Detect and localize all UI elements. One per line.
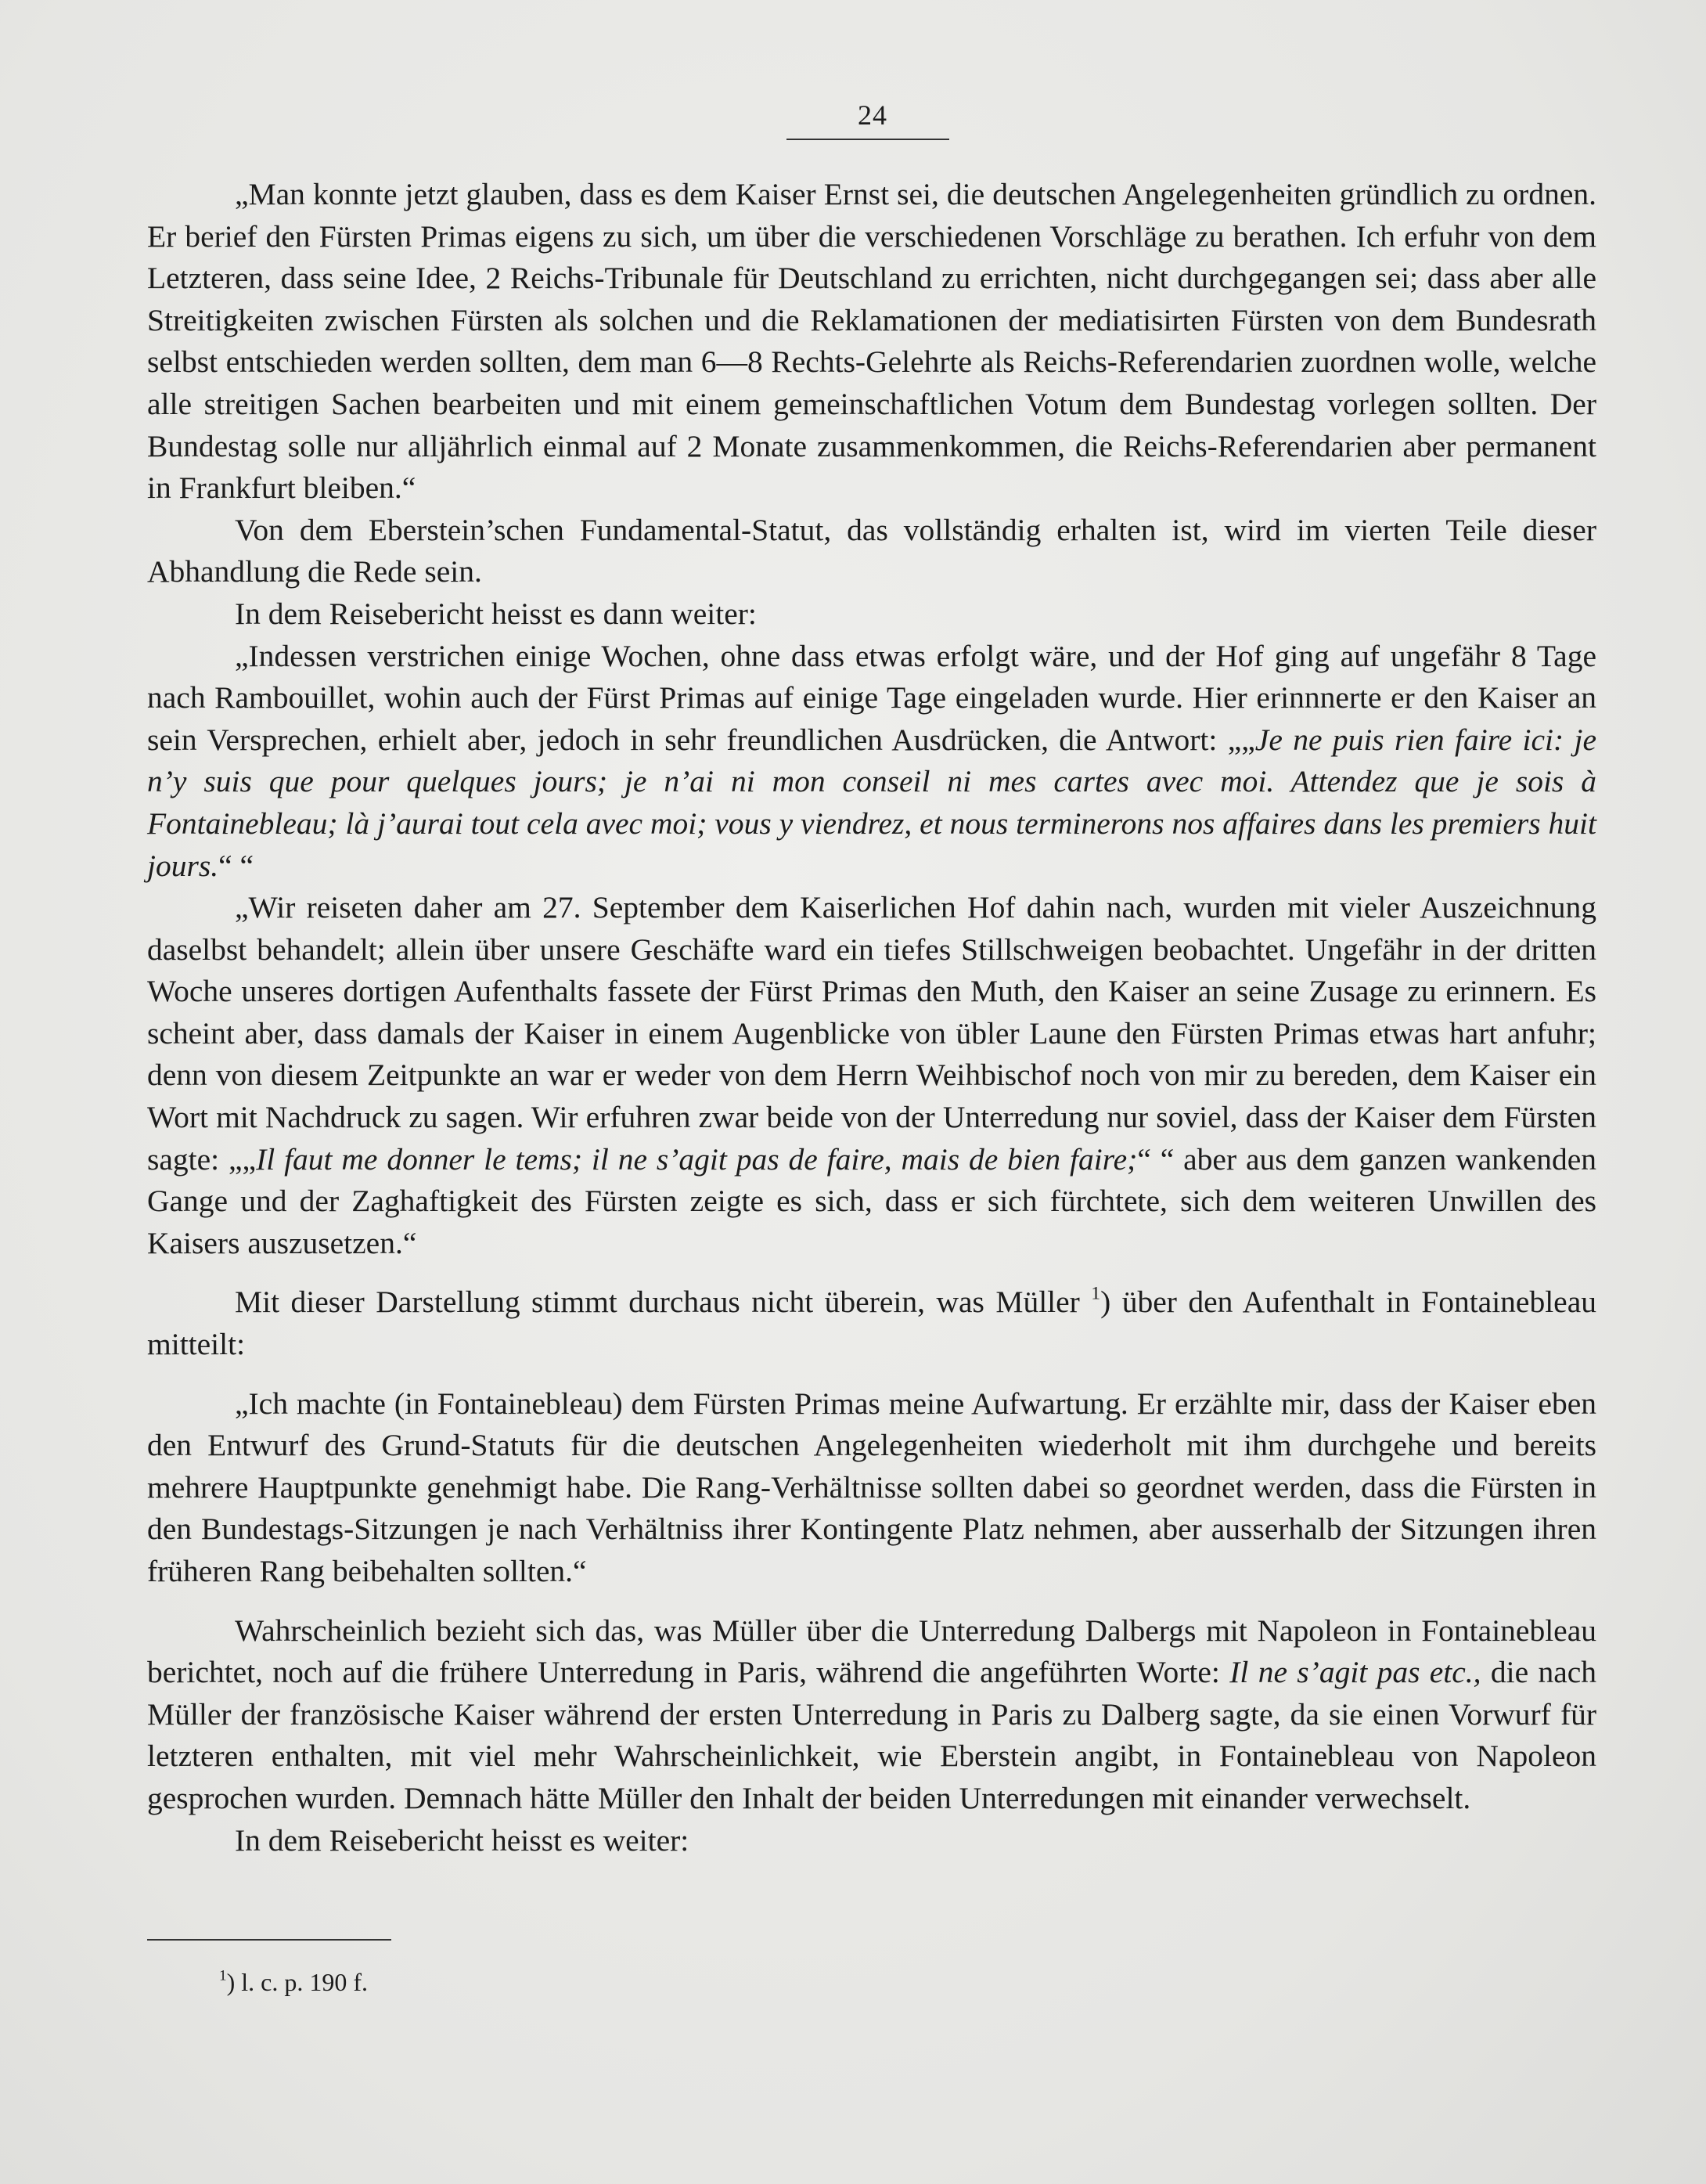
paragraph-6-tail: ) über den Aufenthalt in Fontainebleau mitteilt: bbox=[147, 1285, 1596, 1362]
paragraph-1: „Man konnte jetzt glauben, dass es dem Kaiser Ernst sei, die deutschen Angelegenheiten gründlich zu ordnen. Er berief den Fürsten Primas eigens zu sich, um über die verschiedenen Vorschläge zu berathen. Ich erfuhr von dem Letzteren, dass seine Idee, 2 Reichs-Tribunale für Deutschland zu errichten, nicht durchgegangen sei; dass aber alle Streitigkeiten zwischen Fürsten als solchen und die Reklamationen der mediatisirten Fürsten von dem Bundesrath selbst entschieden werden sollten, dem man 6—8 Rechts-Gelehrte als Reichs-Referendarien zuordnen wolle, welche alle streitigen Sachen bearbeiten und mit einem gemeinschaftlichen Votum dem Bundestag vorlegen sollten. Der Bundestag solle nur alljährlich einmal auf 2 Monate zusammenkommen, die Reichs-Referendarien aber permanent in Frankfurt bleiben.“ bbox=[147, 177, 1596, 506]
paragraph-8-quote: Il ne s’agit pas etc., bbox=[1229, 1655, 1481, 1690]
paragraph-8 bbox=[147, 1610, 1596, 1820]
paragraph-8-lead: Wahrscheinlich bezieht sich das, was Müller über die Unterredung Dalbergs mit Napoleon in Fontainebleau berichtet, noch auf die frühere Unterredung in Paris, während die angeführten Worte: bbox=[147, 1613, 1596, 1690]
paragraph-8-tail: die nach Müller der französische Kaiser während der ersten Unterredung in Paris zu Dalberg sagte, da sie einen Vorwurf für letzteren enthalten, mit viel mehr Wahrscheinlichkeit, wie Eberstein angibt, in Fontainebleau von Napoleon gesprochen wurden. Demnach hätte Müller den Inhalt der beiden Unterredungen mit einander verwechselt. bbox=[147, 1655, 1597, 1815]
page-number: 24 bbox=[858, 99, 887, 131]
paragraph-4-quote: Je ne puis rien faire ici: je n’y suis que pour quelques jours; je n’ai ni mon conseil ni mes cartes avec moi. Attendez que je sois à Fontainebleau; là j’aurai tout cela avec moi; vous y viendrez, et nous terminerons nos affaires dans les premiers huit jours. bbox=[147, 722, 1596, 883]
paragraph-4-lead: „Indessen verstrichen einige Wochen, ohne dass etwas erfolgt wäre, und der Hof ging auf ungefähr 8 Tage nach Rambouillet, wohin auch der Fürst Primas auf einige Tage eingeladen wurde. Hier erinnnerte er den Kaiser an sein Versprechen, erhielt aber, jedoch in sehr freundlichen Ausdrücken, die Antwort: „„ bbox=[147, 638, 1596, 757]
paragraph-4 bbox=[147, 636, 1596, 888]
paragraph-7: „Ich machte (in Fontainebleau) dem Fürsten Primas meine Aufwartung. Er erzählte mir, dass der Kaiser eben den Entwurf des Grund-Statuts für die deutschen Angelegenheiten wiederholt mit ihm durchgehe und bereits mehrere Hauptpunkte genehmigt habe. Die Rang-Verhältnisse sollten dabei so geordnet werden, dass die Fürsten in den Bundestags-Sitzungen je nach Verhältniss ihrer Kontingente Platz nehmen, aber ausserhalb der Sitzungen ihren früheren Rang beibehalten sollten.“ bbox=[147, 1386, 1596, 1588]
footnote-rule bbox=[147, 1939, 391, 1941]
footnote-text: ) l. c. p. 190 f. bbox=[226, 1968, 368, 1996]
paragraph-6-lead: Mit dieser Darstellung stimmt durchaus nicht überein, was Müller bbox=[235, 1285, 1080, 1320]
footnote bbox=[219, 1966, 368, 1998]
paragraph-5-tail: “ “ aber aus dem ganzen wankenden Gange und der Zaghaftigkeit des Fürsten zeigte es sich, dass er sich fürchtete, sich dem weiteren Unwillen des Kaisers auszusetzen.“ bbox=[147, 1141, 1596, 1260]
paragraph-5 bbox=[147, 887, 1596, 1264]
paragraph-4-close: “ “ bbox=[218, 848, 254, 883]
paragraph-3: In dem Reisebericht heisst es dann weiter: bbox=[235, 596, 757, 631]
paragraph-6 bbox=[147, 1281, 1596, 1365]
paragraph-5-quote: Il faut me donner le tems; il ne s’agit pas de faire, mais de bien faire; bbox=[256, 1141, 1138, 1177]
footnote-mark: 1 bbox=[219, 1967, 227, 1984]
body-text bbox=[147, 174, 1596, 1861]
header-rule bbox=[786, 139, 949, 140]
paragraph-9: In dem Reisebericht heisst es weiter: bbox=[235, 1822, 689, 1858]
paragraph-2: Von dem Eberstein’schen Fundamental-Statut, das vollständig erhalten ist, wird im vierten Teile dieser Abhandlung die Rede sein. bbox=[147, 512, 1596, 589]
paragraph-5-lead: „Wir reiseten daher am 27. September dem Kaiserlichen Hof dahin nach, wurden mit vieler Auszeichnung daselbst behandelt; allein über unsere Geschäfte ward ein tiefes Stillschweigen beobachtet. Ungefähr in der dritten Woche unseres dortigen Aufenthalts fassete der Fürst Primas den Muth, den Kaiser an seine Zusage zu erinnern. Es scheint aber, dass damals der Kaiser in einem Augenblicke von übler Laune den Fürsten Primas etwas hart anfuhr; denn von diesem Zeitpunkte an war er weder von dem Herrn Weihbischof noch von mir zu bereden, dem Kaiser ein Wort mit Nachdruck zu sagen. Wir erfuhren zwar beide von der Unterredung nur soviel, dass der Kaiser dem Fürsten sagte: „„ bbox=[147, 890, 1596, 1177]
footnote-reference: 1 bbox=[1091, 1283, 1101, 1304]
